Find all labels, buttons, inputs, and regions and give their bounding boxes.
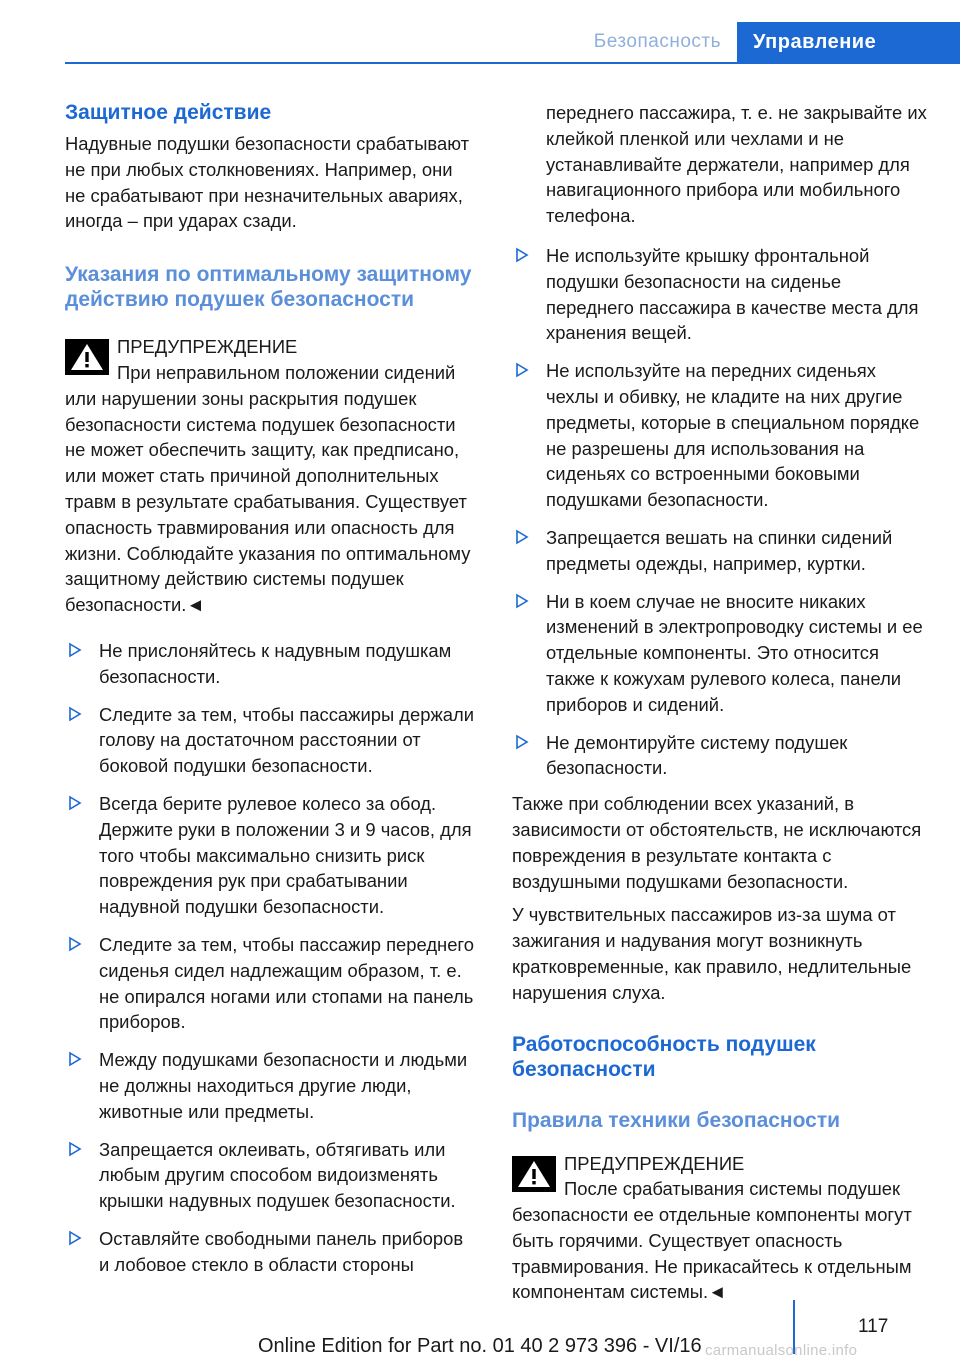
list-item: Не используйте крышку фронтальной подушки безопасности на сиденье переднего пассажира в качестве места для хранения вещей.: [512, 243, 932, 346]
warning-first-line: При неправильном положении сидений: [117, 361, 456, 383]
heading-functionality: Работоспособность подушек безопасности: [512, 1032, 816, 1081]
header-tab-safety[interactable]: Безопасность: [593, 31, 721, 52]
list-item: Между подушками безопасности и людьми не должны находиться другие люди, животные или предметы.: [65, 1047, 477, 1124]
warning-title: ПРЕДУПРЕЖДЕНИЕ: [117, 336, 298, 358]
warning-title: ПРЕДУПРЕЖДЕНИЕ: [564, 1152, 745, 1174]
triangle-bullet-icon: [515, 247, 529, 263]
warning-first-line: После срабатывания системы подушек: [564, 1178, 901, 1200]
triangle-bullet-icon: [515, 529, 529, 545]
list-item: Не используйте на передних сиденьях чехлы и обивку, не кладите на них другие предметы, которые в специальном порядке не разрешены для использования на сиденьях со встроенными боковыми подушками безопасности.: [512, 358, 932, 513]
triangle-bullet-icon: [68, 706, 82, 722]
warning-text: безопасности ее отдельные компоненты могут быть горячими. Существует опасность травмирования. Не прикасайтесь к отдельным компонентам системы.◄: [512, 1204, 912, 1303]
triangle-bullet-icon: [68, 1141, 82, 1157]
triangle-bullet-icon: [68, 642, 82, 658]
triangle-bullet-icon: [68, 795, 82, 811]
paragraph-sensitive: У чувствительных пассажиров из-за шума от зажигания и надувания могут возникнуть кратковременные, как правило, недлительные нарушения слуха.: [512, 904, 912, 1003]
list-item: Запрещается оклеивать, обтягивать или любым другим способом видоизменять крышки надувных подушек безопасности.: [65, 1137, 477, 1214]
warning-triangle-icon: [65, 339, 109, 375]
header-tab-controls[interactable]: Управление: [737, 22, 960, 62]
list-item: Оставляйте свободными панель приборов и лобовое стекло в области стороны: [65, 1226, 477, 1278]
list-item: Запрещается вешать на спинки сидений предметы одежды, например, куртки.: [512, 525, 932, 577]
continuation-text: переднего пассажира, т. е. не закрывайте их клейкой пленкой или чехлами и не устанавливайте держатели, например для навигационного прибора или мобильного телефона.: [546, 102, 927, 227]
paragraph-also: Также при соблюдении всех указаний, в зависимости от обстоятельств, не исключаются повреждения в результате контакта с воздушными подушками безопасности.: [512, 793, 922, 892]
warning-block: [65, 334, 477, 618]
warning-triangle-icon: [512, 1156, 556, 1192]
triangle-bullet-icon: [68, 1230, 82, 1246]
bullet-list-left: [65, 638, 477, 1278]
footer-edition: Online Edition for Part no. 01 40 2 973 396 - VI/16: [258, 1335, 702, 1357]
triangle-bullet-icon: [68, 1051, 82, 1067]
triangle-bullet-icon: [515, 362, 529, 378]
heading-optimal-protection: Указания по оптимальному защитному действию подушек безопасности: [65, 263, 472, 312]
list-item: Ни в коем случае не вносите никаких изменений в электропроводку системы и ее отдельные компоненты. Это относится также к кожухам рулевого колеса, панели приборов и сидений.: [512, 589, 932, 718]
triangle-bullet-icon: [68, 936, 82, 952]
watermark: carmanualsonline.info: [705, 1342, 858, 1359]
triangle-bullet-icon: [515, 593, 529, 609]
bullet-list-right: [512, 243, 932, 781]
list-item: Не демонтируйте систему подушек безопасности.: [512, 730, 932, 782]
page-number: 117: [858, 1316, 889, 1337]
paragraph-protective-action: Надувные подушки безопасности срабатывают не при любых столкновениях. Например, они не срабатывают при незначительных авариях, иногда – при ударах сзади.: [65, 133, 470, 232]
list-item: Следите за тем, чтобы пассажир переднего сиденья сидел надлежащим образом, т. е. не опирался ногами или стопами на панель приборов.: [65, 932, 477, 1035]
heading-protective-action: Защитное действие: [65, 101, 272, 124]
heading-safety-rules: Правила техники безопасности: [512, 1108, 841, 1132]
list-item: Следите за тем, чтобы пассажиры держали голову на достаточном расстоянии от боковой подушки безопасности.: [65, 702, 477, 779]
triangle-bullet-icon: [515, 734, 529, 750]
list-item: Не прислоняйтесь к надувным подушкам безопасности.: [65, 638, 477, 690]
right-column: [512, 100, 932, 1305]
warning-text: или нарушении зоны раскрытия подушек безопасности система подушек безопасности не может обеспечить защиту, как предписано, или может стать причиной дополнительных травм в результате срабатывания. Существует опасность травмирования или опасность для жизни. Соблюдайте указания по оптимальному защитному действию системы подушек безопасности.◄: [65, 387, 471, 616]
warning-block: [512, 1151, 932, 1306]
left-column: [65, 100, 477, 1289]
header-rule: [65, 62, 960, 64]
list-item: Всегда берите рулевое колесо за обод. Держите руки в положении 3 и 9 часов, для того чтобы максимально снизить риск повреждения рук при срабатывании надувной подушки безопасности.: [65, 791, 477, 920]
